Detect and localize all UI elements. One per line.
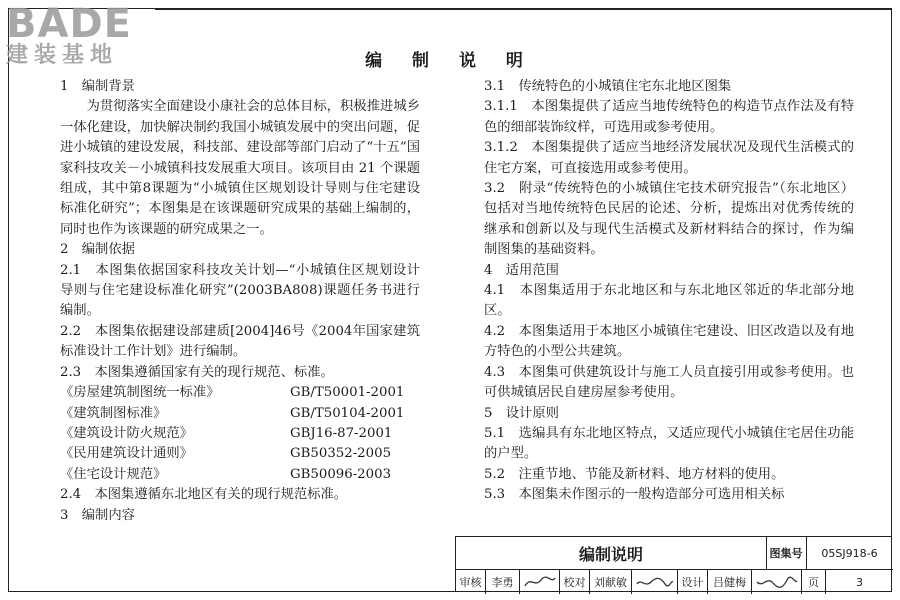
section-3-1-1: 3.1.1 本图集提供了适应当地传统特色的构造节点作法及有特色的细部装饰纹样，可选用或参考使用。 <box>484 99 854 135</box>
section-4-2: 4.2 本图集适用于本地区小城镇住宅建设、旧区改造以及有地方特色的小型公共建筑。 <box>484 323 854 360</box>
page-title: 编 制 说 明 <box>365 51 535 71</box>
design-label: 设计 <box>678 570 708 594</box>
review-label: 审核 <box>456 570 486 594</box>
standard-row <box>60 424 404 444</box>
watermark-logo-top: BADE <box>6 1 132 47</box>
atlas-number-value: 05SJ918-6 <box>821 546 878 560</box>
page-number: 3 <box>856 575 863 589</box>
right-column <box>484 77 854 506</box>
standard-name: 《建筑制图标准》 <box>60 405 167 421</box>
section-5-1: 5.1 选编具有东北地区特点，又适应现代小城镇住宅居住功能的户型。 <box>484 425 854 462</box>
section-3-2: 3.2 附录“传统特色的小城镇住宅技术研究报告”（东北地区）包括对当地传统特色民居的论述、分析，提炼出对优秀传统的继承和创新以及与现代生活模式及新材料结合的探讨，作为编制图集的基础资料。 <box>484 181 854 258</box>
atlas-number-label: 图集号 <box>766 537 807 569</box>
check-name: 刘献敏 <box>590 570 632 594</box>
section-4-heading: 4 适用范围 <box>484 262 559 278</box>
section-2-2: 2.2 本图集依据建设部建质[2004]46号《2004年国家建筑标准设计工作计划》进行编制。 <box>60 323 420 360</box>
section-3-1: 3.1 传统特色的小城镇住宅东北地区图集 <box>484 79 732 94</box>
standard-row <box>60 465 404 485</box>
review-name: 李勇 <box>486 570 520 594</box>
section-2-3: 2.3 本图集遵循国家有关的现行规范、标准。 <box>60 364 334 380</box>
standards-list <box>60 383 404 485</box>
standard-name: 《住宅设计规范》 <box>60 466 167 482</box>
standard-row <box>60 404 404 424</box>
watermark-logo-bottom: 建装基地 <box>6 43 119 68</box>
frame-top-edge <box>155 8 892 10</box>
section-5-3: 5.3 本图集未作图示的一般构造部分可选用相关标 <box>484 487 785 503</box>
page-label: 页 <box>802 570 826 594</box>
section-2-4: 2.4 本图集遵循东北地区有关的现行规范标准。 <box>60 487 348 503</box>
standard-row <box>60 444 404 464</box>
handwritten-signature-icon <box>635 574 675 590</box>
standard-name: 《民用建筑设计通则》 <box>60 446 193 462</box>
check-signature <box>632 570 678 594</box>
standard-code: GB/T50104-2001 <box>290 405 405 421</box>
handwritten-signature-icon <box>523 574 557 590</box>
design-name: 吕健梅 <box>708 570 752 594</box>
standard-code: GB/T50001-2001 <box>290 385 405 401</box>
section-1-text: 为贯彻落实全面建设小康社会的总体目标，积极推进城乡一体化建设，加快解决制约我国小城镇发展中的突出问题，促进小城镇的建设发展，科技部、建设部等部门启动了“十五”国家科技攻关－小城镇科技发展重大项目。该项目由 21 个课题组成，其中第8课题为“小城镇住区规划设计导则与住宅建设标准化研究”；本图集是在该课题研究成果的基础上编制的，同时也作为该课题的研究成果之一。 <box>60 99 420 237</box>
signature-row <box>456 569 893 594</box>
review-signature <box>520 570 560 594</box>
standard-row <box>60 383 404 403</box>
section-2-1: 2.1 本图集依据国家科技攻关计划—“小城镇住区规划设计导则与住宅建设标准化研究”(2003BA808)课题任务书进行编制。 <box>60 262 420 319</box>
section-3-heading: 3 编制内容 <box>60 507 135 523</box>
section-3-1-2: 3.1.2 本图集提供了适应当地经济发展状况及现代生活模式的住宅方案，可直接选用或参考使用。 <box>484 140 854 176</box>
standard-code: GB50096-2003 <box>290 466 392 482</box>
check-label: 校对 <box>560 570 590 594</box>
standard-name: 《建筑设计防火规范》 <box>60 425 193 441</box>
section-1-heading: 1 编制背景 <box>60 79 135 94</box>
section-5-2: 5.2 注重节地、节能及新材料、地方材料的使用。 <box>484 466 785 482</box>
handwritten-signature-icon <box>755 574 799 590</box>
section-4-1: 4.1 本图集适用于东北地区和与东北地区邻近的华北部分地区。 <box>484 283 854 319</box>
section-2-heading: 2 编制依据 <box>60 242 135 258</box>
standard-code: GBJ16-87-2001 <box>290 425 393 441</box>
section-5-heading: 5 设计原则 <box>484 405 559 421</box>
standard-code: GB50352-2005 <box>290 446 392 462</box>
design-signature <box>752 570 802 594</box>
section-4-3: 4.3 本图集可供建筑设计与施工人员直接引用或参考使用。也可供城镇居民自建房屋参考使用。 <box>484 364 854 401</box>
standard-name: 《房屋建筑制图统一标准》 <box>60 385 220 401</box>
title-block <box>455 536 892 592</box>
left-column <box>60 77 420 526</box>
title-block-title: 编制说明 <box>456 537 767 569</box>
